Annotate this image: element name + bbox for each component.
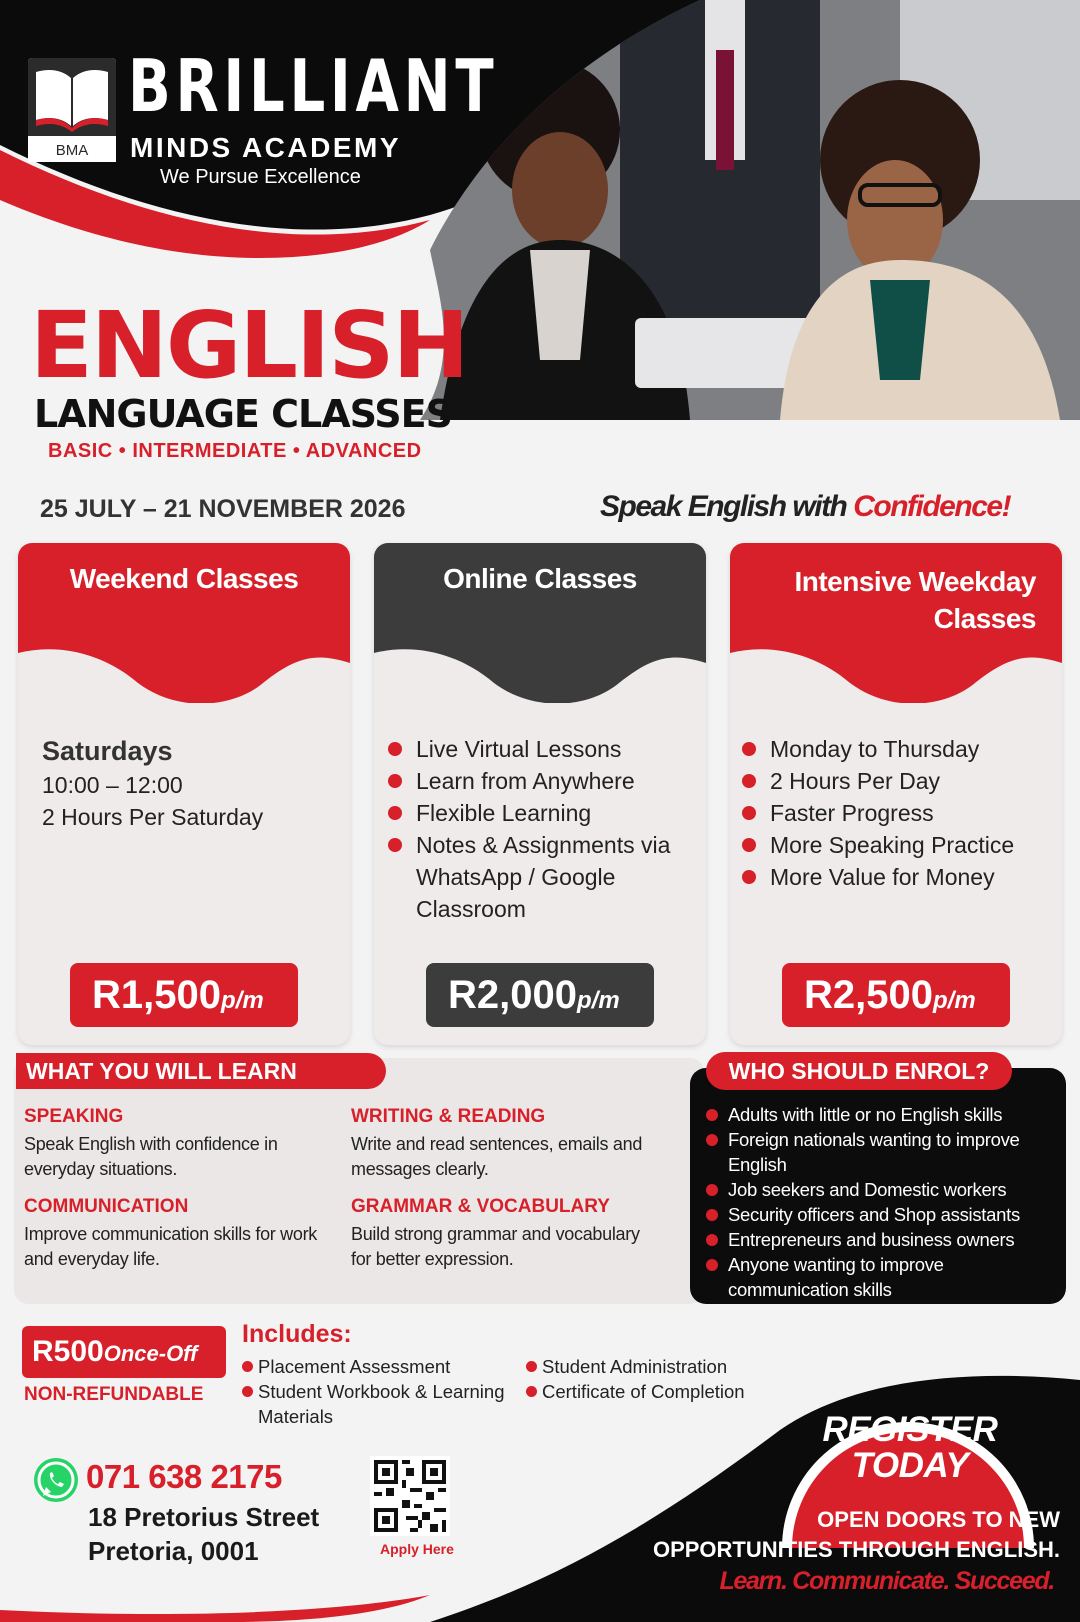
hero-photo	[420, 0, 1080, 420]
list-item: More Speaking Practice	[740, 829, 1048, 861]
card-title: Online Classes	[443, 563, 637, 594]
list-item: Job seekers and Domestic workers	[706, 1177, 1056, 1202]
list-item: 2 Hours Per Day	[740, 765, 1048, 797]
includes-title: Includes:	[242, 1320, 352, 1348]
list-item: Entrepreneurs and business owners	[706, 1227, 1056, 1252]
learn-item-title: GRAMMAR & VOCABULARY	[351, 1196, 610, 1217]
whatsapp-icon[interactable]	[34, 1458, 78, 1502]
card-body	[386, 733, 692, 925]
register-line: TODAY	[851, 1446, 969, 1485]
learn-item-text: Build strong grammar and vocabulary for better expression.	[351, 1224, 640, 1269]
list-item: Faster Progress	[740, 797, 1048, 829]
schedule-duration: 2 Hours Per Saturday	[42, 804, 264, 830]
price-value: R2,500	[804, 973, 933, 1017]
motto: Learn. Communicate. Succeed.	[719, 1567, 1054, 1595]
price-badge	[782, 963, 1010, 1027]
list-item: Learn from Anywhere	[386, 765, 692, 797]
logo-badge: BMA	[55, 142, 89, 159]
list-item: More Value for Money	[740, 861, 1048, 893]
list-item: Anyone wanting to improve communication skills	[706, 1252, 1056, 1302]
list-item: Student Administration	[526, 1354, 786, 1379]
address-line: Pretoria, 0001	[88, 1536, 259, 1566]
address-line: 18 Pretorius Street	[88, 1502, 320, 1532]
price-badge	[70, 963, 298, 1027]
qr-label[interactable]: Apply Here	[380, 1541, 454, 1557]
page-title: ENGLISH	[30, 292, 468, 399]
list-item: Placement Assessment	[242, 1354, 514, 1379]
who-list	[706, 1102, 1056, 1302]
card-body	[42, 735, 336, 833]
tagline-line: OPEN DOORS TO NEW	[817, 1507, 1060, 1532]
list-item: Live Virtual Lessons	[386, 733, 692, 765]
card-title: Weekend Classes	[69, 563, 299, 594]
list-item: Certificate of Completion	[526, 1379, 786, 1404]
registration-fee	[22, 1326, 226, 1378]
learn-item-text: Write and read sentences, emails and messages clearly.	[351, 1134, 643, 1179]
learn-item-title: SPEAKING	[24, 1106, 124, 1127]
learn-item-speaking	[24, 1106, 324, 1182]
slogan-text: Speak English with	[600, 490, 854, 523]
intensive-weekday-card	[730, 543, 1062, 1045]
card-title-line: Classes	[933, 603, 1036, 634]
list-item: Adults with little or no English skills	[706, 1102, 1056, 1127]
who-heading: WHO SHOULD ENROL?	[706, 1052, 1012, 1090]
schedule-time: 10:00 – 12:00	[42, 772, 183, 798]
levels-label: BASIC • INTERMEDIATE • ADVANCED	[48, 440, 422, 462]
date-range: 25 JULY – 21 NOVEMBER 2026	[40, 495, 406, 523]
list-item: Security officers and Shop assistants	[706, 1202, 1056, 1227]
feature-list	[386, 733, 692, 925]
price-unit: p/m	[932, 987, 976, 1014]
list-item: Foreign nationals wanting to improve English	[706, 1127, 1056, 1177]
list-item: Notes & Assignments via WhatsApp / Google Classroom	[386, 829, 692, 925]
learn-item-title: WRITING & READING	[351, 1106, 546, 1127]
fee-amount: R500	[32, 1335, 104, 1368]
card-title-line: Intensive Weekday	[794, 566, 1036, 597]
price-badge	[426, 963, 654, 1027]
logo-book-icon	[28, 58, 116, 162]
card-title	[730, 563, 1062, 637]
tagline-line: OPPORTUNITIES THROUGH ENGLISH.	[652, 1537, 1060, 1562]
qr-code-icon[interactable]	[370, 1456, 450, 1536]
brand-name: BRILLIANT	[128, 44, 499, 128]
brand-tagline: We Pursue Excellence	[160, 166, 361, 188]
weekend-classes-card	[18, 543, 350, 1045]
learn-item-title: COMMUNICATION	[24, 1196, 189, 1217]
fee-note: NON-REFUNDABLE	[24, 1384, 204, 1405]
learn-item-writing	[351, 1106, 651, 1182]
slogan-highlight: Confidence!	[853, 490, 1011, 523]
price-value: R2,000	[448, 973, 577, 1017]
cta-tagline	[560, 1505, 1060, 1565]
includes-list-right	[526, 1354, 786, 1404]
list-item: Student Workbook & Learning Materials	[242, 1379, 514, 1429]
page-subtitle: LANGUAGE CLASSES	[34, 392, 452, 436]
schedule-day: Saturdays	[42, 736, 173, 766]
price-value: R1,500	[92, 973, 221, 1017]
learn-item-text: Improve communication skills for work and everyday life.	[24, 1224, 317, 1269]
learn-item-communication	[24, 1196, 324, 1272]
brand-subname: MINDS ACADEMY	[130, 132, 402, 163]
register-button[interactable]	[795, 1412, 1025, 1484]
slogan	[600, 490, 1010, 524]
price-unit: p/m	[576, 987, 620, 1014]
card-body	[740, 733, 1048, 893]
phone-number[interactable]: 071 638 2175	[86, 1458, 282, 1495]
learn-item-grammar	[351, 1196, 651, 1272]
learn-heading: WHAT YOU WILL LEARN	[16, 1053, 386, 1089]
online-classes-card	[374, 543, 706, 1045]
learn-item-text: Speak English with confidence in everyday situations.	[24, 1134, 278, 1179]
fee-label: Once-Off	[103, 1341, 198, 1366]
price-unit: p/m	[220, 987, 264, 1014]
register-line: REGISTER	[822, 1410, 998, 1449]
list-item: Flexible Learning	[386, 797, 692, 829]
feature-list	[740, 733, 1048, 893]
list-item: Monday to Thursday	[740, 733, 1048, 765]
includes-list-left	[242, 1354, 514, 1429]
